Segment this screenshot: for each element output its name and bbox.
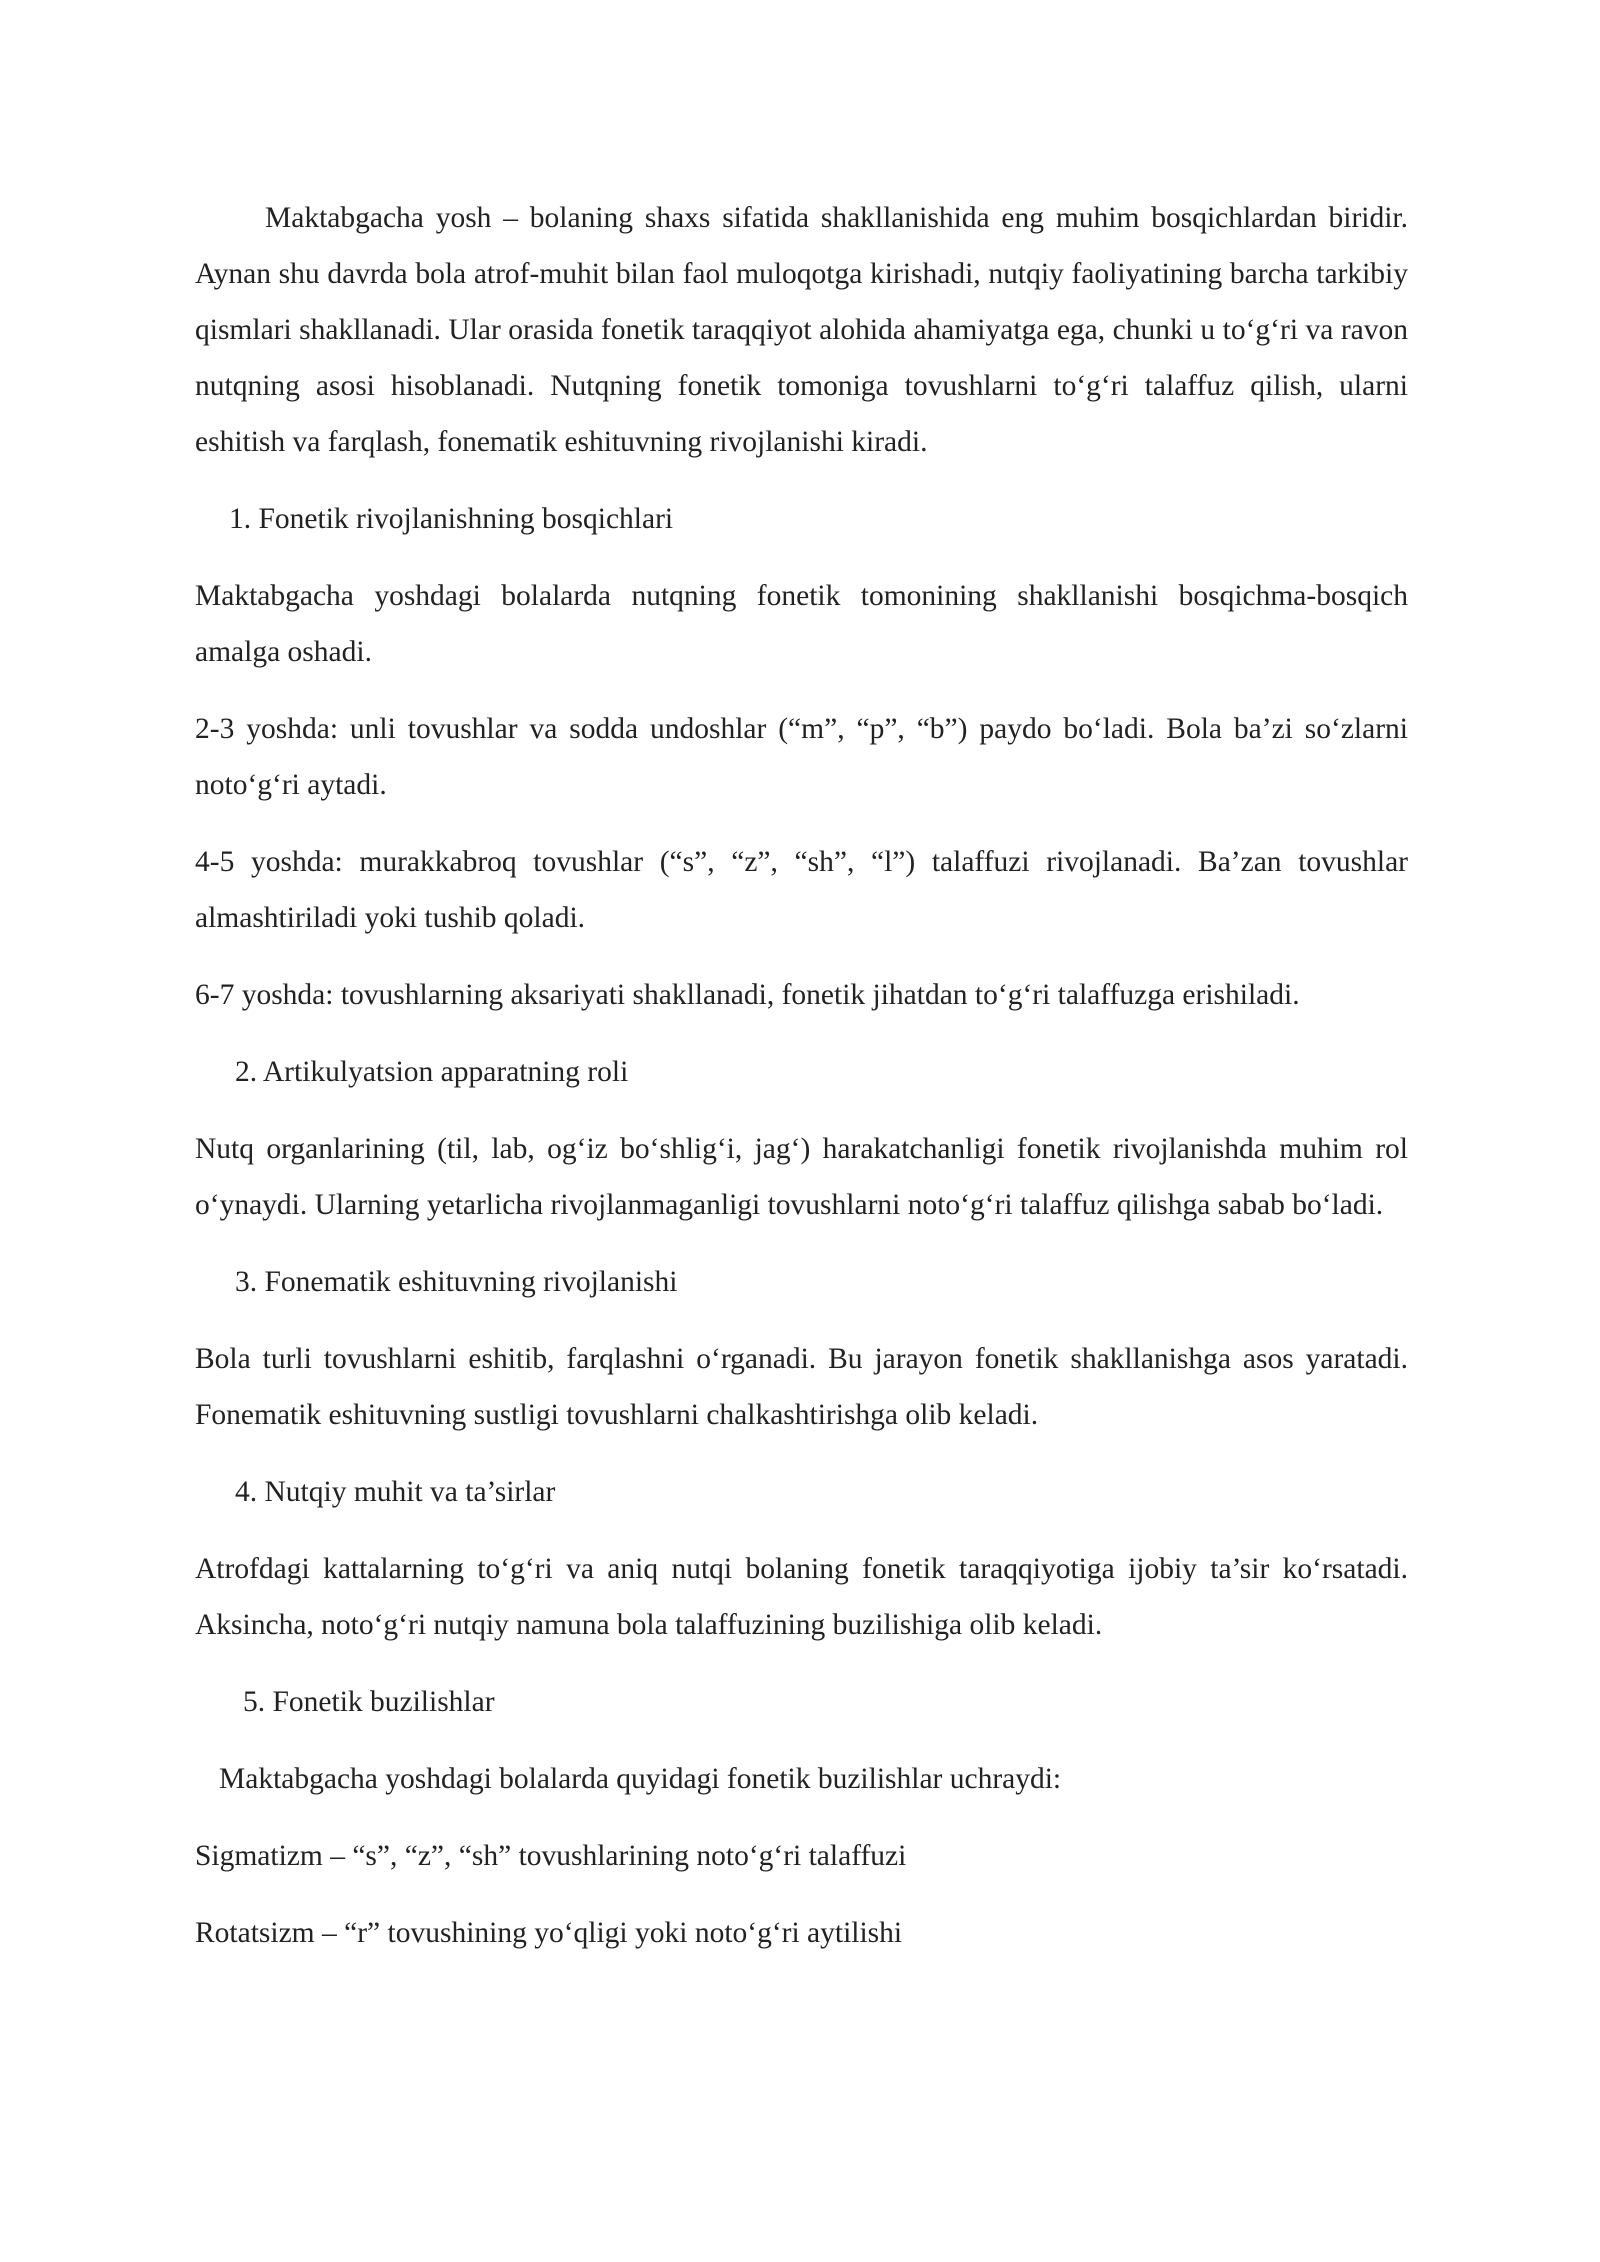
section-heading-5: 5. Fonetik buzilishlar <box>243 1686 495 1718</box>
document-body <box>195 190 1408 1982</box>
section5-paragraph: Maktabgacha yoshdagi bolalarda quyidagi fonetik buzilishlar uchraydi: <box>219 1763 1062 1795</box>
section-heading-4: 4. Nutqiy muhit va ta’sirlar <box>235 1476 556 1508</box>
section1-paragraph: Maktabgacha yoshdagi bolalarda nutqning fonetik tomonining shakllanishi bosqichma-bosqich amalga oshadi. <box>195 580 1408 668</box>
section2-paragraph: Nutq organlarining (til, lab, og‘iz bo‘shlig‘i, jag‘) harakatchanligi fonetik rivojlanishda muhim rol o‘ynaydi. Ularning yetarlicha rivojlanmaganligi tovushlarni noto‘g‘ri talaffuz qilishga sabab bo‘ladi. <box>195 1133 1408 1221</box>
section-heading-3: 3. Fonematik eshituvning rivojlanishi <box>235 1266 678 1298</box>
age-6-7-paragraph: 6-7 yoshda: tovushlarning aksariyati shakllanadi, fonetik jihatdan to‘g‘ri talaffuzga erishiladi. <box>195 979 1300 1011</box>
section3-paragraph: Bola turli tovushlarni eshitib, farqlashni o‘rganadi. Bu jarayon fonetik shakllanishga asos yaratadi. Fonematik eshituvning sustligi tovushlarni chalkashtirishga olib keladi. <box>195 1343 1408 1431</box>
section-heading-2: 2. Artikulyatsion apparatning roli <box>235 1056 629 1088</box>
age-4-5-paragraph: 4-5 yoshda: murakkabroq tovushlar (“s”, “z”, “sh”, “l”) talaffuzi rivojlanadi. Ba’zan tovushlar almashtiriladi yoki tushib qoladi. <box>195 846 1408 934</box>
intro-paragraph: Maktabgacha yosh – bolaning shaxs sifatida shakllanishida eng muhim bosqichlardan biridir. Aynan shu davrda bola atrof-muhit bilan faol muloqotga kirishadi, nutqiy faoliyatining barcha tarkibiy qismlari shakllanadi. Ular orasida fonetik taraqqiyot alohida ahamiyatga ega, chunki u to‘g‘ri va ravon nutqning asosi hisoblanadi. Nutqning fonetik tomoniga tovushlarni to‘g‘ri talaffuz qilish, ularni eshitish va farqlash, fonematik eshituvning rivojlanishi kiradi. <box>195 202 1408 458</box>
section-heading-1: 1. Fonetik rivojlanishning bosqichlari <box>229 503 674 535</box>
section4-paragraph: Atrofdagi kattalarning to‘g‘ri va aniq nutqi bolaning fonetik taraqqiyotiga ijobiy ta’sir ko‘rsatadi. Aksincha, noto‘g‘ri nutqiy namuna bola talaffuzining buzilishiga olib keladi. <box>195 1553 1408 1641</box>
list-item-rotatsizm: Rotatsizm – “r” tovushining yo‘qligi yoki noto‘g‘ri aytilishi <box>195 1917 903 1949</box>
age-2-3-paragraph: 2-3 yoshda: unli tovushlar va sodda undoshlar (“m”, “p”, “b”) paydo bo‘ladi. Bola ba’zi so‘zlarni noto‘g‘ri aytadi. <box>195 713 1408 801</box>
list-item-sigmatizm: Sigmatizm – “s”, “z”, “sh” tovushlarining noto‘g‘ri talaffuzi <box>195 1840 907 1872</box>
